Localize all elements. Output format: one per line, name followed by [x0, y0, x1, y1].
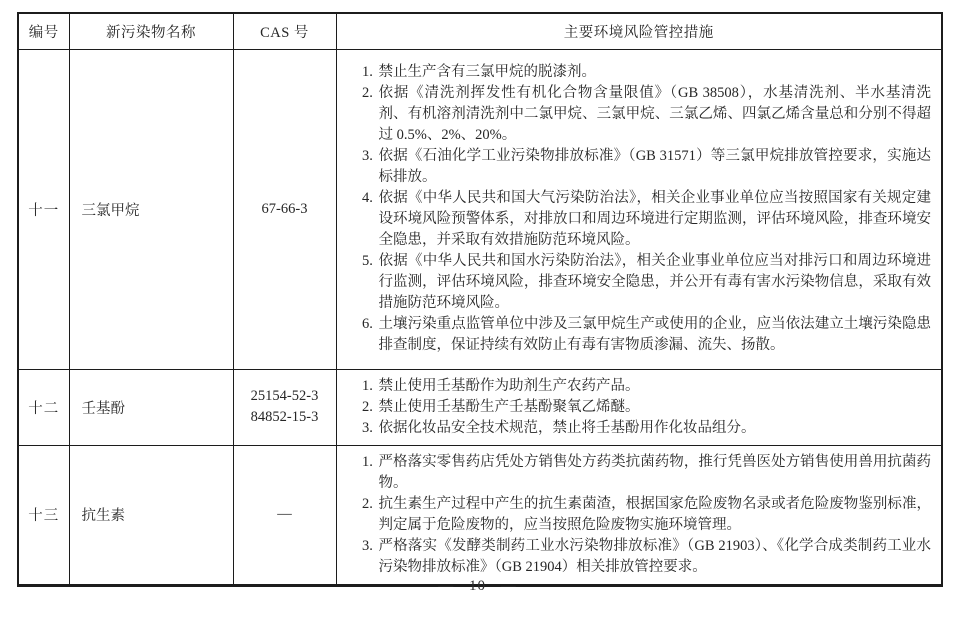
- measure-item: 1. 禁止生产含有三氯甲烷的脱漆剂。: [377, 62, 932, 83]
- measures-cell: [336, 49, 942, 369]
- row-number-cell: 十三: [18, 445, 69, 585]
- measures-list: [343, 452, 932, 578]
- measures-cell: [336, 445, 942, 585]
- measure-item: 2. 禁止使用壬基酚生产壬基酚聚氧乙烯醚。: [377, 397, 932, 418]
- column-header-number: 编号: [18, 13, 69, 49]
- cas-number-cell: [233, 49, 336, 369]
- column-header-cas: CAS 号: [233, 13, 336, 49]
- cas-number: 25154-52-3: [250, 388, 319, 404]
- measure-item: 2. 抗生素生产过程中产生的抗生素菌渣，根据国家危险废物名录或者危险废物鉴别标准，判定属于危险废物的，应当按照危险废物实施环境管理。: [377, 494, 932, 536]
- measure-item: 3. 严格落实《发酵类制药工业水污染物排放标准》（GB 21903）、《化学合成类制药工业水污染物排放标准》（GB 21904）相关排放管控要求。: [377, 536, 932, 578]
- measure-item: 5. 依据《中华人民共和国水污染防治法》，相关企业事业单位应当对排污口和周边环境进行监测，评估环境风险，排查环境安全隐患，并公开有毒有害水污染物信息，采取有效措施防范环境风险。: [377, 251, 932, 314]
- measure-item: 6. 土壤污染重点监管单位中涉及三氯甲烷生产或使用的企业，应当依法建立土壤污染隐患排查制度，保证持续有效防止有毒有害物质渗漏、流失、扬散。: [377, 314, 932, 356]
- pollutant-name-cell: 抗生素: [69, 445, 233, 585]
- column-header-measures: 主要环境风险管控措施: [336, 13, 942, 49]
- measure-item: 2. 依据《清洗剂挥发性有机化合物含量限值》（GB 38508），水基清洗剂、半水基清洗剂、有机溶剂清洗剂中二氯甲烷、三氯甲烷、三氯乙烯、四氯乙烯含量总和分别不得超过 0.5%、2%、20%。: [377, 83, 932, 146]
- measure-item: 1. 禁止使用壬基酚作为助剂生产农药产品。: [377, 376, 932, 397]
- measure-item: 3. 依据化妆品安全技术规范，禁止将壬基酚用作化妆品组分。: [377, 418, 932, 439]
- row-number-cell: 十二: [18, 369, 69, 445]
- table-row-nonylphenol: [18, 369, 942, 445]
- table-header-row: [18, 13, 942, 49]
- cas-number: 84852-15-3: [250, 409, 319, 425]
- table-row-antibiotics: [18, 445, 942, 585]
- cas-number: 67-66-3: [261, 200, 308, 217]
- measure-item: 3. 依据《石油化学工业污染物排放标准》（GB 31571）等三氯甲烷排放管控要求，实施达标排放。: [377, 146, 932, 188]
- column-header-pollutant-name: 新污染物名称: [69, 13, 233, 49]
- cas-number-cell: [233, 369, 336, 445]
- page-number: — 10 —: [438, 578, 517, 594]
- measure-item: 1. 严格落实零售药店凭处方销售处方药类抗菌药物，推行凭兽医处方销售使用兽用抗菌药物。: [377, 452, 932, 494]
- measures-list: [343, 376, 932, 439]
- measure-item: 4. 依据《中华人民共和国大气污染防治法》，相关企业事业单位应当按照国家有关规定建设环境风险预警体系，对排放口和周边环境进行定期监测，评估环境风险，排查环境安全隐患，并采取有效措施防范环境风险。: [377, 188, 932, 251]
- measures-list: [343, 62, 932, 356]
- measures-cell: [336, 369, 942, 445]
- pollutant-control-table: [17, 12, 943, 587]
- cas-number-cell: [233, 445, 336, 585]
- pollutant-name-cell: 壬基酚: [69, 369, 233, 445]
- pollutant-name-cell: 三氯甲烷: [69, 49, 233, 369]
- cas-number-dash: —: [277, 506, 292, 522]
- row-number-cell: 十一: [18, 49, 69, 369]
- table-row-chloroform: [18, 49, 942, 369]
